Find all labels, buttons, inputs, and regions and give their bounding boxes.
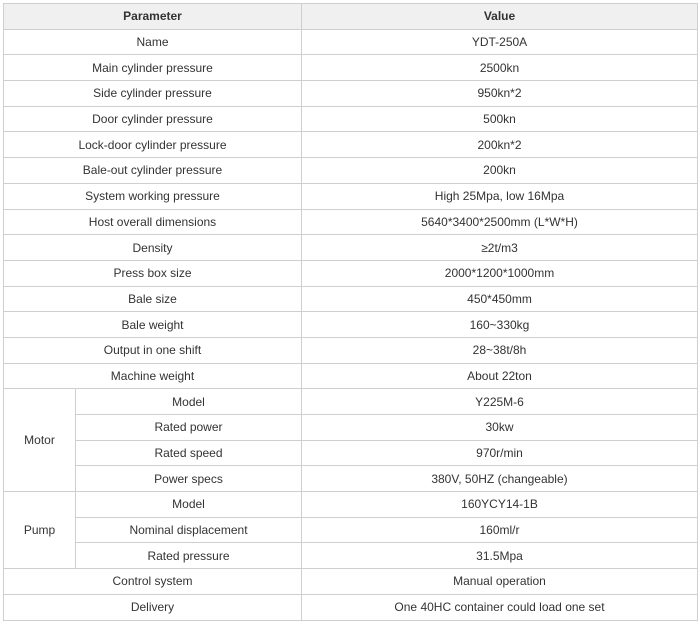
table-row [4, 81, 698, 107]
table-row [4, 543, 698, 569]
table-row [4, 594, 698, 620]
row-value: 30kw [302, 415, 698, 441]
row-parameter: Bale weight [4, 312, 302, 338]
table-row [4, 466, 698, 492]
row-value: 200kn*2 [302, 132, 698, 158]
row-value: 450*450mm [302, 286, 698, 312]
row-value: 500kn [302, 106, 698, 132]
row-value: 160ml/r [302, 517, 698, 543]
table-row [4, 158, 698, 184]
table-row [4, 29, 698, 55]
table-row [4, 235, 698, 261]
group-label-motor: Motor [4, 389, 76, 492]
row-value: One 40HC container could load one set [302, 594, 698, 620]
table-row [4, 106, 698, 132]
row-parameter: Delivery [4, 594, 302, 620]
row-parameter: Press box size [4, 260, 302, 286]
header-parameter: Parameter [4, 4, 302, 30]
row-value: Y225M-6 [302, 389, 698, 415]
row-value: 2500kn [302, 55, 698, 81]
table-row [4, 312, 698, 338]
row-value: 950kn*2 [302, 81, 698, 107]
row-value: 200kn [302, 158, 698, 184]
row-value: 5640*3400*2500mm (L*W*H) [302, 209, 698, 235]
row-value: About 22ton [302, 363, 698, 389]
row-value: 380V, 50HZ (changeable) [302, 466, 698, 492]
table-row [4, 415, 698, 441]
table-row [4, 440, 698, 466]
header-value: Value [302, 4, 698, 30]
row-value: 970r/min [302, 440, 698, 466]
row-value: 2000*1200*1000mm [302, 260, 698, 286]
row-parameter: Main cylinder pressure [4, 55, 302, 81]
table-row [4, 569, 698, 595]
table-row [4, 492, 698, 518]
row-parameter: Bale-out cylinder pressure [4, 158, 302, 184]
table-row [4, 260, 698, 286]
row-parameter: Rated power [76, 415, 302, 441]
table-row [4, 209, 698, 235]
row-value: 28~38t/8h [302, 337, 698, 363]
row-value: High 25Mpa, low 16Mpa [302, 183, 698, 209]
row-parameter: Rated speed [76, 440, 302, 466]
row-parameter: Model [76, 492, 302, 518]
row-value: 160~330kg [302, 312, 698, 338]
row-parameter: Model [76, 389, 302, 415]
table-row [4, 55, 698, 81]
spec-table [3, 3, 698, 621]
table-row [4, 389, 698, 415]
row-value: Manual operation [302, 569, 698, 595]
table-row [4, 363, 698, 389]
row-parameter: Lock-door cylinder pressure [4, 132, 302, 158]
row-parameter: Door cylinder pressure [4, 106, 302, 132]
table-row [4, 183, 698, 209]
row-parameter: Name [4, 29, 302, 55]
row-parameter: Host overall dimensions [4, 209, 302, 235]
spec-table-container [3, 3, 698, 621]
table-row [4, 132, 698, 158]
row-value: ≥2t/m3 [302, 235, 698, 261]
row-value: 160YCY14-1B [302, 492, 698, 518]
row-parameter: Rated pressure [76, 543, 302, 569]
row-parameter: Machine weight [4, 363, 302, 389]
row-parameter: Density [4, 235, 302, 261]
table-row [4, 286, 698, 312]
row-parameter: Nominal displacement [76, 517, 302, 543]
row-parameter: System working pressure [4, 183, 302, 209]
row-parameter: Side cylinder pressure [4, 81, 302, 107]
row-parameter: Power specs [76, 466, 302, 492]
table-row [4, 337, 698, 363]
table-header-row [4, 4, 698, 30]
group-label-pump: Pump [4, 492, 76, 569]
row-parameter: Output in one shift [4, 337, 302, 363]
table-row [4, 517, 698, 543]
row-parameter: Bale size [4, 286, 302, 312]
row-parameter: Control system [4, 569, 302, 595]
row-value: 31.5Mpa [302, 543, 698, 569]
row-value: YDT-250A [302, 29, 698, 55]
